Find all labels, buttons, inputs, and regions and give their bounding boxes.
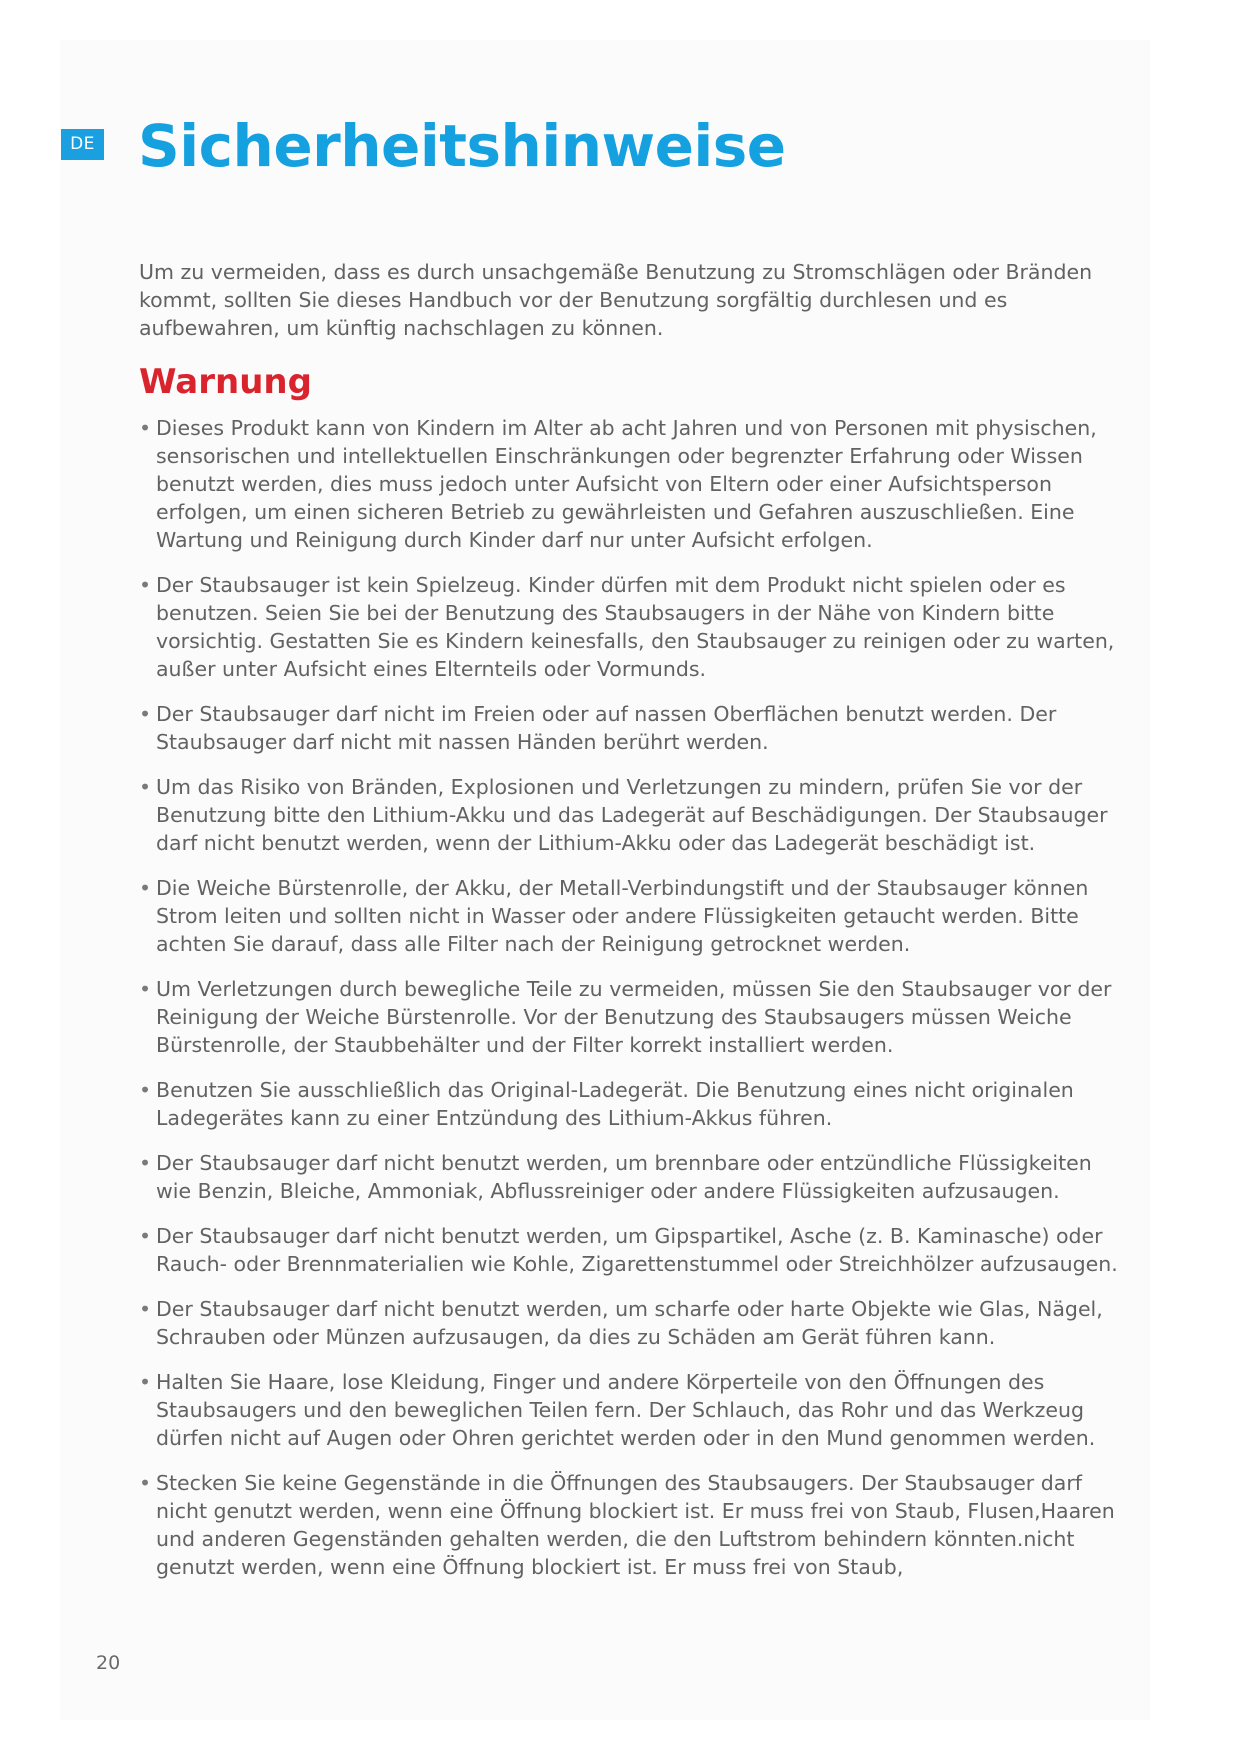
intro-paragraph: Um zu vermeiden, dass es durch unsachgemäße Benutzung zu Stromschlägen oder Bränden kommt, sollten Sie dieses Handbuch vor der Benutzung sorgfältig durchlesen und es aufbewahren, um künftig nachschlagen zu können. [139,260,1093,340]
warning-item: • Um das Risiko von Bränden, Explosionen und Verletzungen zu mindern, prüfen Sie vor der Benutzung bitte den Lithium-Akku und das Ladegerät auf Beschädigungen. Der Staubsauger darf nicht benutzt werden, wenn der Lithium-Akku oder das Ladegerät beschädigt ist. [139,773,1119,857]
page-number: 20 [96,1652,121,1674]
warning-item: • Um Verletzungen durch bewegliche Teile zu vermeiden, müssen Sie den Staubsauger vor der Reinigung der Weiche Bürstenrolle. Vor der Benutzung des Staubsaugers müssen Weiche Bürstenrolle, der Staubbehälter und der Filter korrekt installiert werden. [139,975,1119,1059]
warning-item: • Dieses Produkt kann von Kindern im Alter ab acht Jahren und von Personen mit physischen, sensorischen und intellektuellen Einschränkungen oder begrenzter Erfahrung oder Wissen benutzt werden, dies muss jedoch unter Aufsicht von Eltern oder einer Aufsichtsperson erfolgen, um einen sicheren Betrieb zu gewährleisten und Gefahren auszuschließen. Eine Wartung und Reinigung durch Kinder darf nur unter Aufsicht erfolgen. [139,414,1119,554]
warning-item: • Stecken Sie keine Gegenstände in die Öffnungen des Staubsaugers. Der Staubsauger darf nicht genutzt werden, wenn eine Öffnung blockiert ist. Er muss frei von Staub, Flusen,Haaren und anderen Gegenständen gehalten werden, die den Luftstrom behindern könnten.nicht genutzt werden, wenn eine Öffnung blockiert ist. Er muss frei von Staub, [139,1469,1119,1581]
language-badge: DE [61,129,104,160]
warning-item: • Die Weiche Bürstenrolle, der Akku, der Metall-Verbindungstift und der Staubsauger können Strom leiten und sollten nicht in Wasser oder andere Flüssigkeiten getaucht werden. Bitte achten Sie darauf, dass alle Filter nach der Reinigung getrocknet werden. [139,874,1119,958]
warning-item: • Der Staubsauger darf nicht im Freien oder auf nassen Oberflächen benutzt werden. Der Staubsauger darf nicht mit nassen Händen berührt werden. [139,700,1119,756]
page-title: Sicherheitshinweise [138,112,786,180]
warning-item: • Benutzen Sie ausschließlich das Original-Ladegerät. Die Benutzung eines nicht originalen Ladegerätes kann zu einer Entzündung des Lithium-Akkus führen. [139,1076,1119,1132]
warning-list [139,414,1119,1581]
warning-heading: Warnung [139,362,312,402]
warning-item: • Der Staubsauger darf nicht benutzt werden, um Gipspartikel, Asche (z. B. Kaminasche) oder Rauch- oder Brennmaterialien wie Kohle, Zigarettenstummel oder Streichhölzer aufzusaugen. [139,1222,1119,1278]
warning-item: • Halten Sie Haare, lose Kleidung, Finger und andere Körperteile von den Öffnungen des Staubsaugers und den beweglichen Teilen fern. Der Schlauch, das Rohr und das Werkzeug dürfen nicht auf Augen oder Ohren gerichtet werden oder in den Mund genommen werden. [139,1368,1119,1452]
warning-item: • Der Staubsauger ist kein Spielzeug. Kinder dürfen mit dem Produkt nicht spielen oder es benutzen. Seien Sie bei der Benutzung des Staubsaugers in der Nähe von Kindern bitte vorsichtig. Gestatten Sie es Kindern keinesfalls, den Staubsauger zu reinigen oder zu warten, außer unter Aufsicht eines Elternteils oder Vormunds. [139,571,1119,683]
warning-item: • Der Staubsauger darf nicht benutzt werden, um scharfe oder harte Objekte wie Glas, Nägel, Schrauben oder Münzen aufzusaugen, da dies zu Schäden am Gerät führen kann. [139,1295,1119,1351]
content-area [139,258,1119,1598]
warning-item: • Der Staubsauger darf nicht benutzt werden, um brennbare oder entzündliche Flüssigkeiten wie Benzin, Bleiche, Ammoniak, Abflussreiniger oder andere Flüssigkeiten aufzusaugen. [139,1149,1119,1205]
